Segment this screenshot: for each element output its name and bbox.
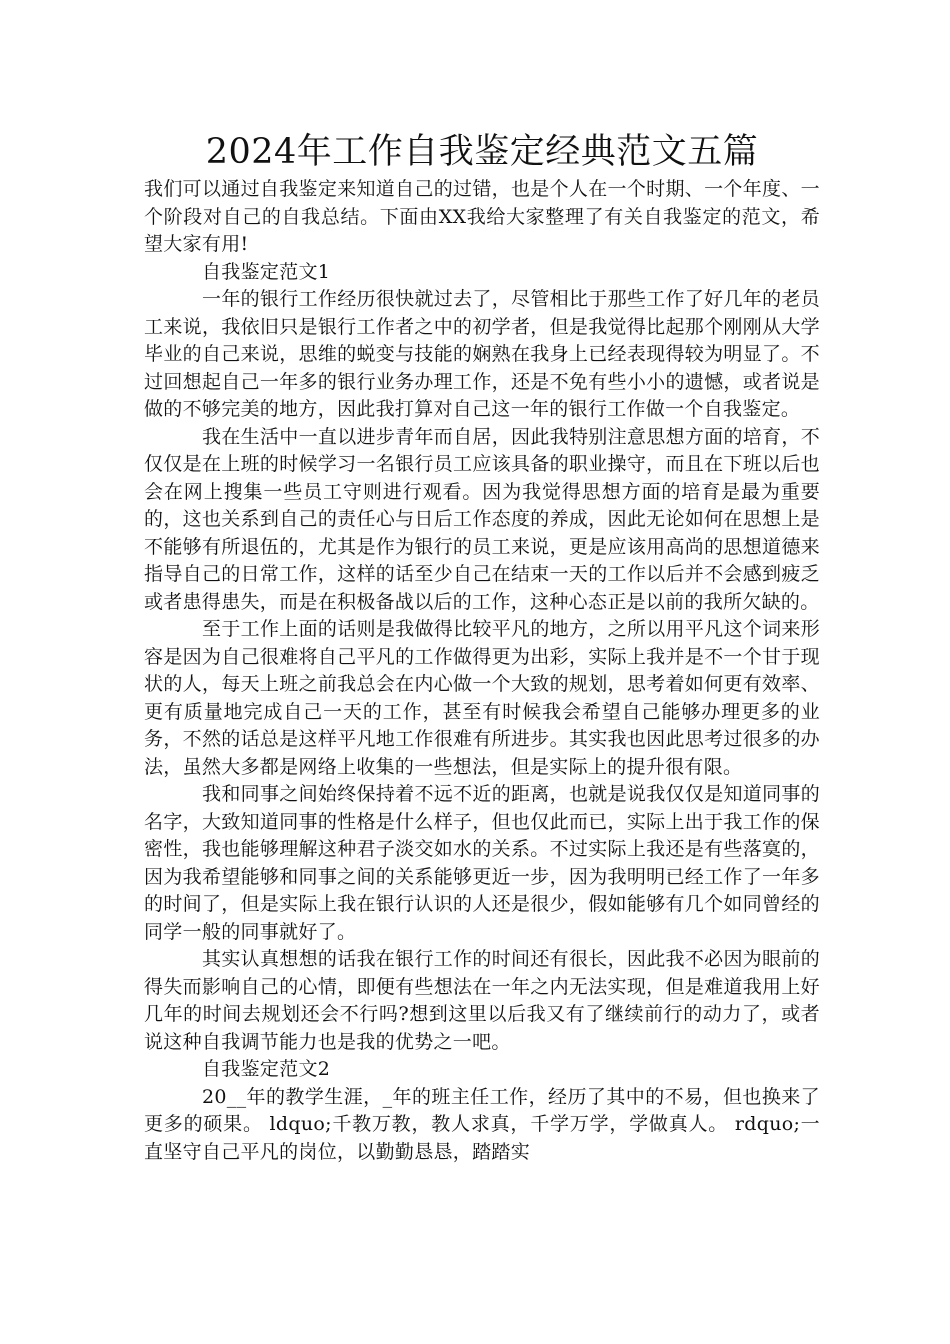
intro-paragraph: 我们可以通过自我鉴定来知道自己的过错，也是个人在一个时期、一个年度、一个阶段对自己的自我总结。下面由XX我给大家整理了有关自我鉴定的范文，希望大家有用! bbox=[144, 178, 820, 255]
document-page bbox=[144, 128, 820, 1166]
body-paragraph: 20__年的教学生涯，_年的班主任工作，经历了其中的不易，但也换来了更多的硕果。 ldquo;千教万教，教人求真，千学万学，学做真人。 rdquo;一直坚守自己平凡的岗位，以勤勤恳恳，踏踏实 bbox=[144, 1085, 820, 1163]
body-paragraph: 一年的银行工作经历很快就过去了，尽管相比于那些工作了好几年的老员工来说，我依旧只是银行工作者之中的初学者，但是我觉得比起那个刚刚从大学毕业的自己来说，思维的蜕变与技能的娴熟在我身上已经表现得较为明显了。不过回想起自己一年多的银行业务办理工作，还是不免有些小小的遗憾，或者说是做的不够完美的地方，因此我打算对自己这一年的银行工作做一个自我鉴定。 bbox=[144, 288, 820, 420]
body-paragraph: 我在生活中一直以进步青年而自居，因此我特别注意思想方面的培育，不仅仅是在上班的时候学习一名银行员工应该具备的职业操守，而且在下班以后也会在网上搜集一些员工守则进行观看。因为我觉得思想方面的培育是最为重要的，这也关系到自己的责任心与日后工作态度的养成，因此无论如何在思想上是不能够有所退伍的，尤其是作为银行的员工来说，更是应该用高尚的思想道德来指导自己的日常工作，这样的话至少自己在结束一天的工作以后并不会感到疲乏或者患得患失，而是在积极备战以后的工作，这种心态正是以前的我所欠缺的。 bbox=[144, 425, 820, 613]
section-heading-1: 自我鉴定范文1 bbox=[202, 260, 331, 283]
body-paragraph: 至于工作上面的话则是我做得比较平凡的地方，之所以用平凡这个词来形容是因为自己很难将自己平凡的工作做得更为出彩，实际上我并是不一个甘于现状的人，每天上班之前我总会在内心做一个大致的规划，思考着如何更有效率、更有质量地完成自己一天的工作，甚至有时候我会希望自己能够办理更多的业务，不然的话总是这样平凡地工作很难有所进步。其实我也因此思考过很多的办法，虽然大多都是网络上收集的一些想法，但是实际上的提升很有限。 bbox=[144, 618, 820, 778]
document-title: 2024年工作自我鉴定经典范文五篇 bbox=[205, 132, 759, 172]
body-paragraph: 其实认真想想的话我在银行工作的时间还有很长，因此我不必因为眼前的得失而影响自己的心情，即便有些想法在一年之内无法实现，但是难道我用上好几年的时间去规划还会不行吗?想到这里以后我又有了继续前行的动力了，或者说这种自我调节能力也是我的优势之一吧。 bbox=[144, 948, 820, 1053]
body-paragraph: 我和同事之间始终保持着不远不近的距离，也就是说我仅仅是知道同事的名字，大致知道同事的性格是什么样子，但也仅此而已，实际上出于我工作的保密性，我也能够理解这种君子淡交如水的关系。不过实际上我还是有些落寞的，因为我希望能够和同事之间的关系能够更近一步，因为我明明已经工作了一年多的时间了，但是实际上我在银行认识的人还是很少，假如能够有几个如同曾经的同学一般的同事就好了。 bbox=[144, 783, 820, 943]
section-heading-2: 自我鉴定范文2 bbox=[202, 1058, 331, 1080]
